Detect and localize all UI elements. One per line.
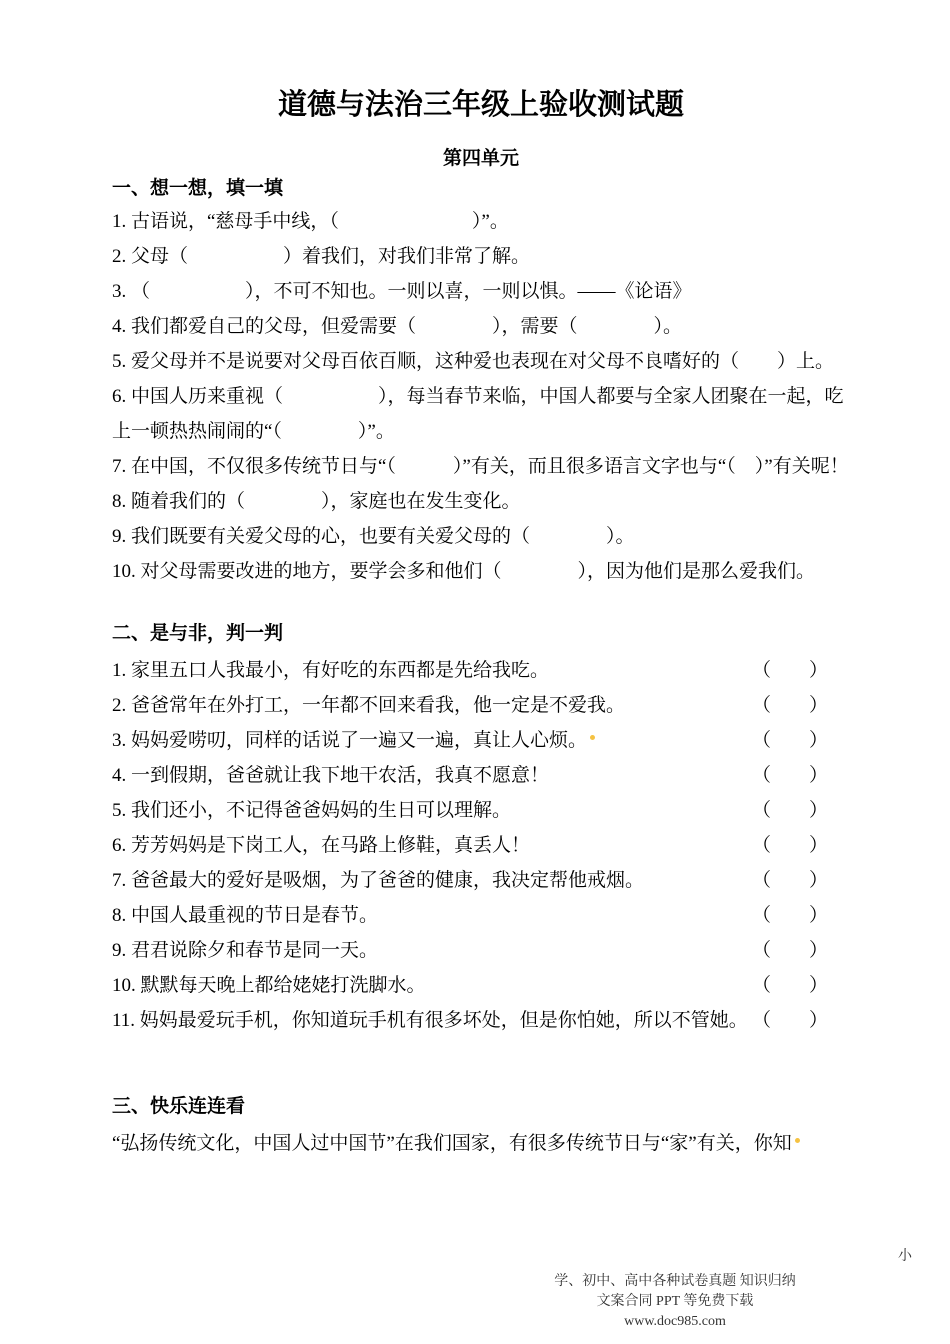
judge-item-text: 9. 君君说除夕和春节是同一天。 [112, 940, 379, 961]
judge-item [112, 968, 850, 1003]
fill-blank-item: 4. 我们都爱自己的父母，但爱需要（ ），需要（ ）。 [112, 316, 683, 337]
footer-line1: 学、初中、高中各种试卷真题 知识归纳 [554, 1274, 796, 1289]
judge-item [112, 758, 850, 793]
judge-item-text: 5. 我们还小，不记得爸爸妈妈的生日可以理解。 [112, 800, 512, 821]
judge-item [112, 898, 850, 933]
section2-list [112, 653, 850, 1038]
fill-blank-item: 7. 在中国，不仅很多传统节日与“（ ）”有关，而且很多语言文字也与“（ ）”有关呢！ [112, 456, 849, 477]
answer-bracket: （ ） [751, 660, 828, 681]
answer-bracket: （ ） [751, 835, 828, 856]
judge-item-text: 2. 爸爸常年在外打工，一年都不回来看我，他一定是不爱我。 [112, 695, 626, 716]
footer-line2: 文案合同 PPT 等免费下载 [596, 1294, 754, 1309]
judge-item [112, 1003, 850, 1038]
footer-overflow-char: 小 [898, 1249, 912, 1264]
fill-blank-item: 1. 古语说，“慈母手中线，（ ）”。 [112, 211, 509, 232]
answer-bracket: （ ） [751, 800, 828, 821]
section3-body: “弘扬传统文化，中国人过中国节”在我们国家，有很多传统节日与“家”有关，你知 [112, 1126, 850, 1162]
fill-blank-item: 6. 中国人历来重视（ ），每当春节来临，中国人都要与全家人团聚在一起，吃上一顿热热闹闹的“（ ）”。 [112, 386, 844, 442]
judge-item [112, 828, 850, 863]
answer-bracket: （ ） [751, 765, 828, 786]
judge-item-text: 7. 爸爸最大的爱好是吸烟，为了爸爸的健康，我决定帮他戒烟。 [112, 870, 645, 891]
section2-header: 二、是与非，判一判 [112, 623, 284, 644]
answer-bracket: （ ） [751, 870, 828, 891]
judge-item-text: 4. 一到假期，爸爸就让我下地干农活，我真不愿意！ [112, 765, 550, 786]
answer-bracket: （ ） [751, 1010, 828, 1031]
judge-item-text: 10. 默默每天晚上都给姥姥打洗脚水。 [112, 975, 426, 996]
fill-blank-item: 3. （ ），不可不知也。一则以喜，一则以惧。——《论语》 [112, 281, 692, 302]
fill-blank-item: 8. 随着我们的（ ），家庭也在发生变化。 [112, 491, 521, 512]
fill-blank-item: 10. 对父母需要改进的地方，要学会多和他们（ ），因为他们是那么爱我们。 [112, 561, 816, 582]
footer-url[interactable]: www.doc985.com [624, 1314, 726, 1329]
fill-blank-item: 2. 父母（ ）着我们，对我们非常了解。 [112, 246, 531, 267]
fill-blank-item: 9. 我们既要有关爱父母的心，也要有关爱父母的（ ）。 [112, 526, 635, 547]
answer-bracket: （ ） [751, 905, 828, 926]
judge-item [112, 863, 850, 898]
section1-header: 一、想一想，填一填 [112, 178, 284, 199]
answer-bracket: （ ） [751, 695, 828, 716]
judge-item [112, 723, 850, 758]
page-footer [475, 1272, 875, 1332]
judge-item [112, 933, 850, 968]
judge-item-text: 3. 妈妈爱唠叨，同样的话说了一遍又一遍，真让人心烦。 [112, 723, 595, 758]
judge-item [112, 653, 850, 688]
answer-bracket: （ ） [751, 975, 828, 996]
unit-heading: 第四单元 [442, 148, 519, 169]
judge-item-text: 11. 妈妈最爱玩手机，你知道玩手机有很多坏处，但是你怕她，所以不管她。 [112, 1010, 748, 1031]
judge-item-text: 8. 中国人最重视的节日是春节。 [112, 905, 379, 926]
section3-header: 三、快乐连连看 [112, 1096, 246, 1117]
judge-item [112, 688, 850, 723]
fill-blank-item: 5. 爱父母并不是说要对父母百依百顺，这种爱也表现在对父母不良嗜好的（ ）上。 [112, 351, 835, 372]
judge-item-text: 1. 家里五口人我最小，有好吃的东西都是先给我吃。 [112, 660, 550, 681]
paper-title: 道德与法治三年级上验收测试题 [277, 89, 684, 121]
judge-item-text: 6. 芳芳妈妈是下岗工人，在马路上修鞋，真丢人！ [112, 835, 531, 856]
answer-bracket: （ ） [751, 940, 828, 961]
answer-bracket: （ ） [751, 730, 828, 751]
section1-list [112, 204, 850, 589]
judge-item [112, 793, 850, 828]
